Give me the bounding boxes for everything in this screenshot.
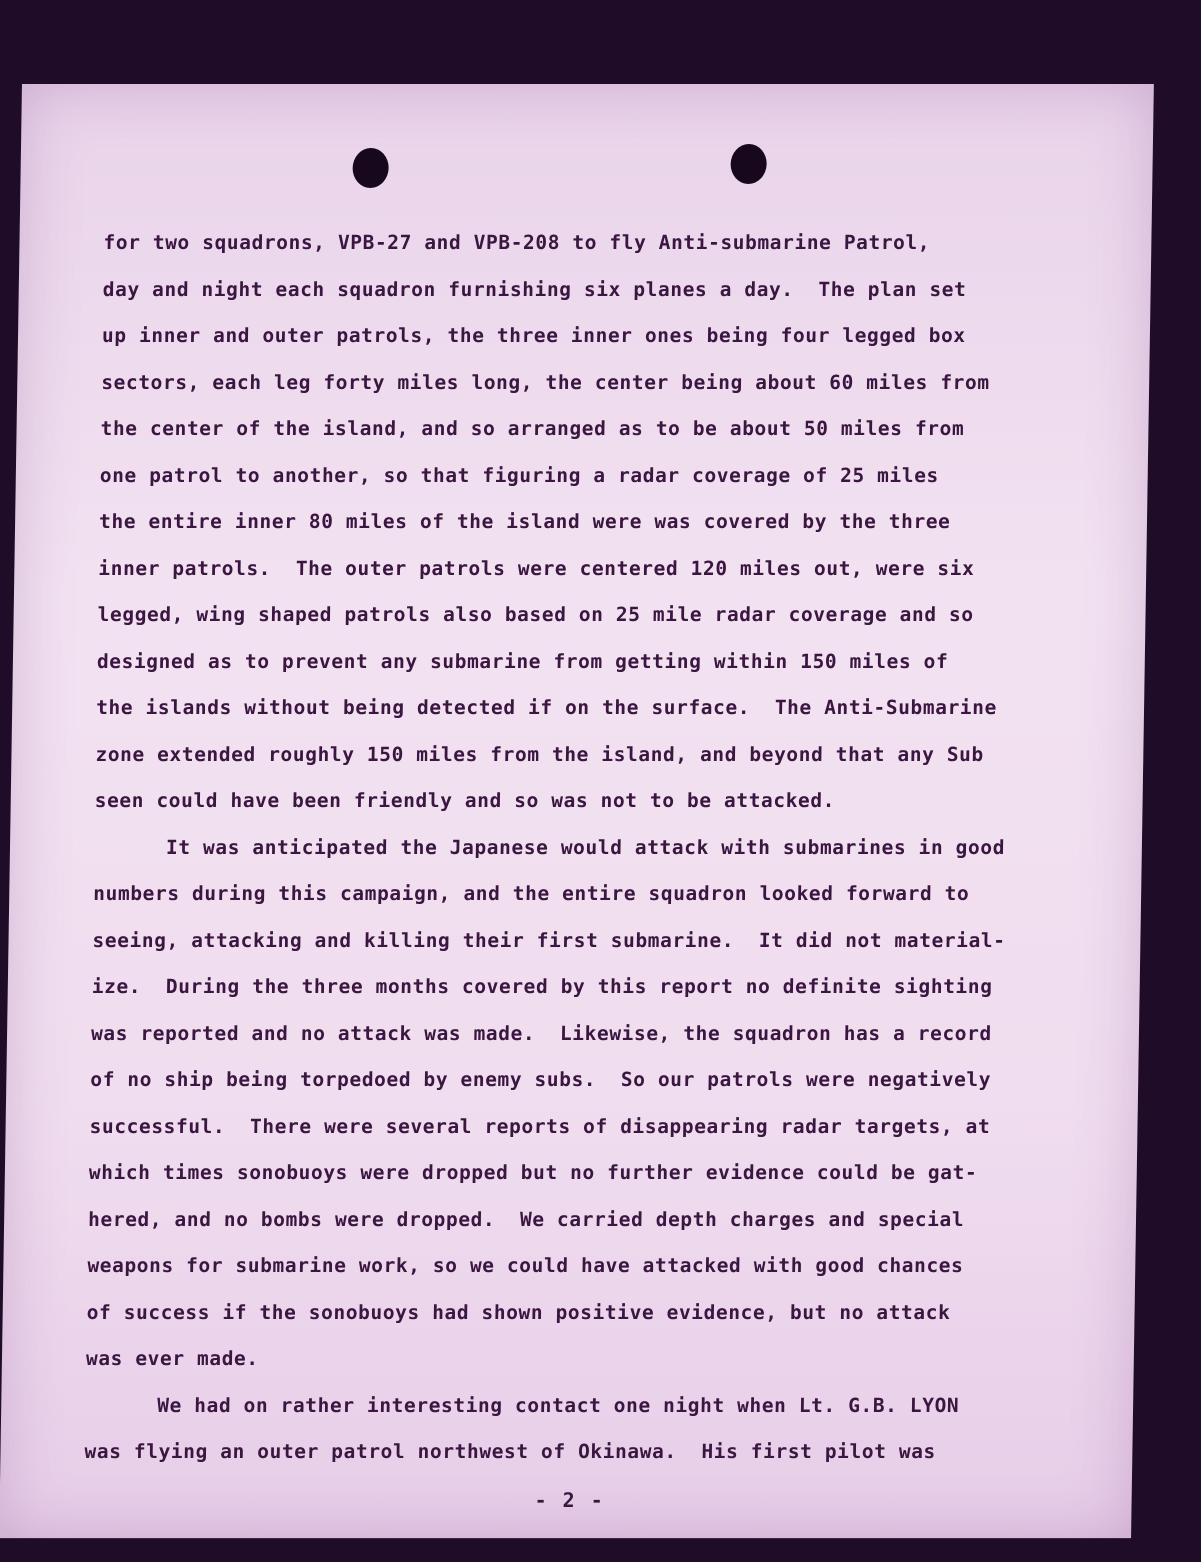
text-line: up inner and outer patrols, the three inner ones being four legged box bbox=[101, 324, 966, 348]
text-line: of success if the sonobuoys had shown positive evidence, but no attack bbox=[86, 1300, 951, 1324]
text-line: hered, and no bombs were dropped. We carried depth charges and special bbox=[87, 1207, 965, 1231]
text-line: was reported and no attack was made. Likewise, the squadron has a record bbox=[90, 1021, 992, 1045]
text-line: of no ship being torpedoed by enemy subs. So our patrols were negatively bbox=[90, 1068, 992, 1092]
text-line: the entire inner 80 miles of the island were was covered by the three bbox=[98, 510, 951, 534]
text-line: We had on rather interesting contact one night when Lt. G.B. LYON bbox=[157, 1393, 960, 1417]
text-line: ize. During the three months covered by this report no definite sighting bbox=[91, 975, 993, 999]
text-line: seen could have been friendly and so was not to be attacked. bbox=[94, 789, 836, 813]
punch-hole-right bbox=[730, 144, 767, 184]
text-line: sectors, each leg forty miles long, the center being about 60 miles from bbox=[101, 370, 990, 394]
text-line: was flying an outer patrol northwest of Okinawa. His first pilot was bbox=[84, 1440, 937, 1464]
text-line: the center of the island, and so arranged as to be about 50 miles from bbox=[100, 417, 965, 441]
paragraph bbox=[94, 220, 1113, 825]
typewritten-page bbox=[0, 84, 1154, 1538]
paragraph bbox=[84, 1383, 1095, 1476]
punch-hole-left bbox=[352, 148, 389, 188]
text-line: weapons for submarine work, so we could have attacked with good chances bbox=[87, 1254, 964, 1278]
text-line: inner patrols. The outer patrols were centered 120 miles out, were six bbox=[98, 556, 975, 580]
text-line: which times sonobuoys were dropped but no further evidence could be gat- bbox=[88, 1161, 978, 1185]
body-text bbox=[84, 220, 1114, 1476]
text-line: the islands without being detected if on the surface. The Anti-Submarine bbox=[96, 696, 998, 720]
text-line: one patrol to another, so that figuring a radar coverage of 25 miles bbox=[99, 463, 940, 487]
text-line: zone extended roughly 150 miles from the island, and beyond that any Sub bbox=[95, 742, 985, 766]
text-line: legged, wing shaped patrols also based on 25 mile radar coverage and so bbox=[97, 603, 974, 627]
text-line: was ever made. bbox=[85, 1347, 259, 1371]
text-line: numbers during this campaign, and the entire squadron looked forward to bbox=[93, 882, 970, 906]
text-line: seeing, attacking and killing their first submarine. It did not material- bbox=[92, 928, 1006, 952]
text-line: designed as to prevent any submarine from getting within 150 miles of bbox=[96, 649, 949, 673]
paragraph bbox=[86, 825, 1105, 1383]
text-line: day and night each squadron furnishing six planes a day. The plan set bbox=[102, 277, 967, 301]
text-line: successful. There were several reports of disappearing radar targets, at bbox=[89, 1114, 991, 1138]
page-number: - 2 - bbox=[534, 1488, 605, 1513]
text-line: for two squadrons, VPB-27 and VPB-208 to fly Anti-submarine Patrol, bbox=[103, 231, 931, 255]
text-line: It was anticipated the Japanese would attack with submarines in good bbox=[165, 835, 1006, 859]
